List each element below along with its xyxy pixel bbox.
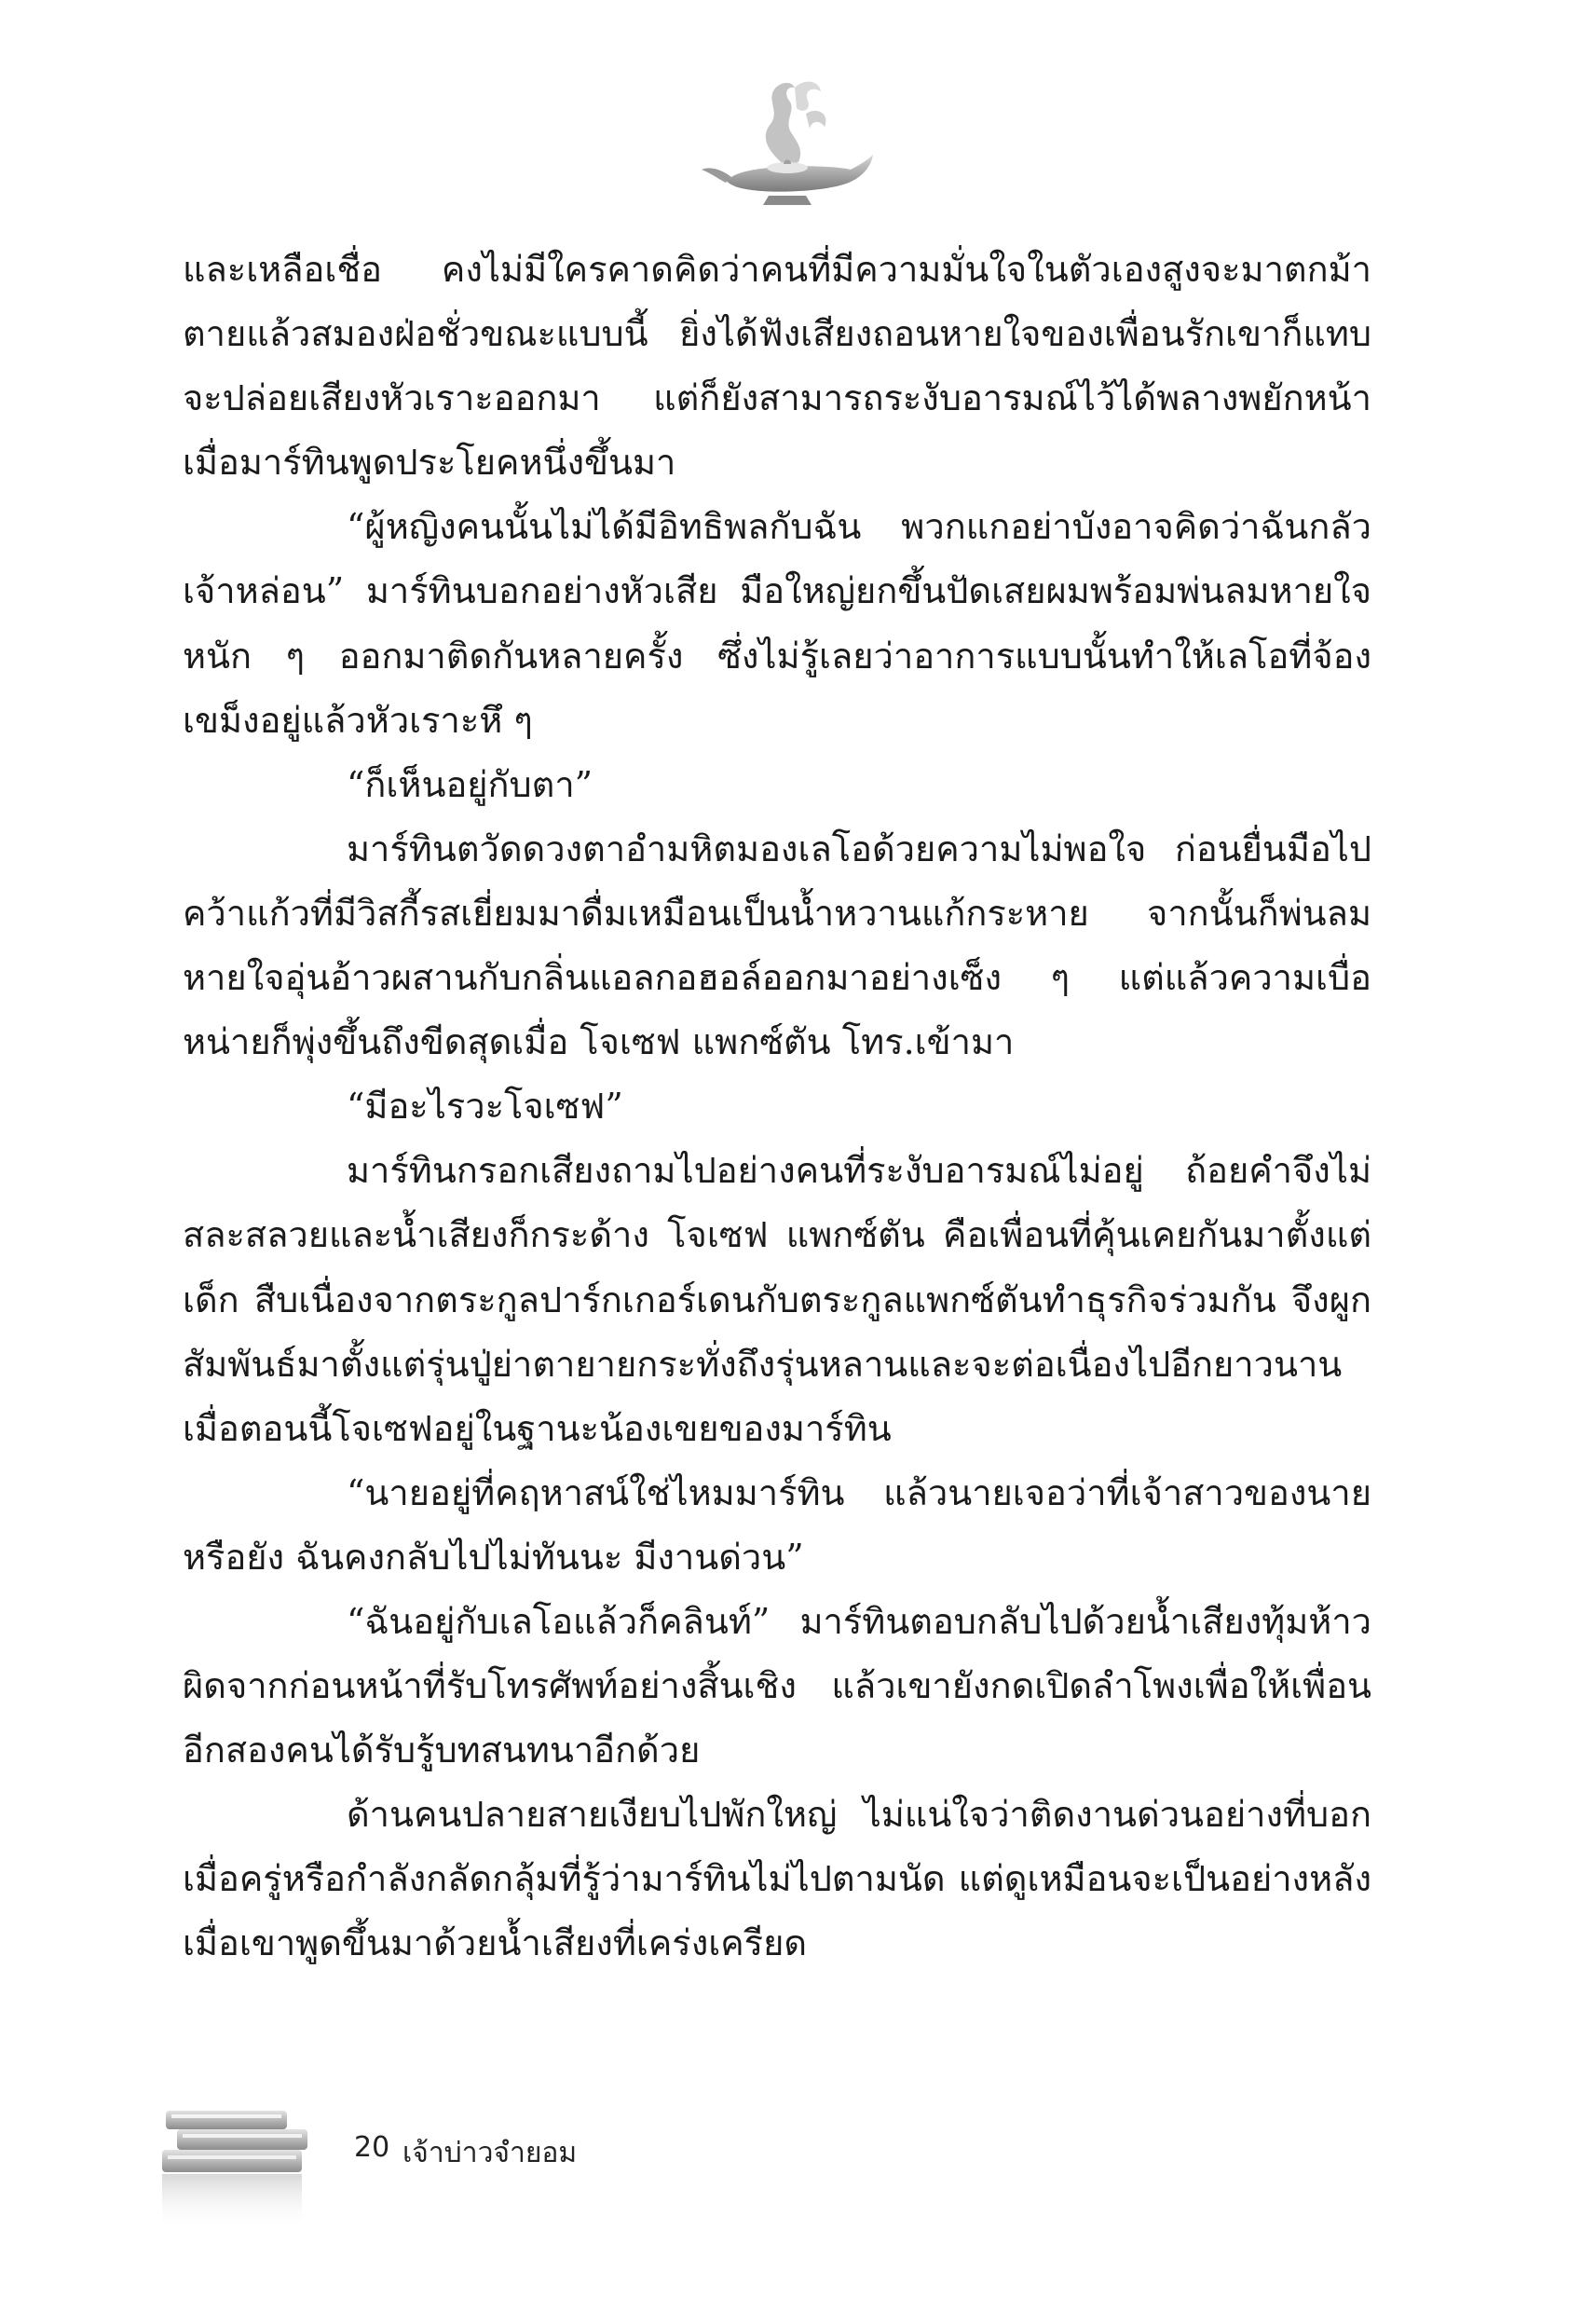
paragraph: “นายอยู่ที่คฤหาสน์ใช่ไหมมาร์ทิน แล้วนายเจอว่าที่เจ้าสาวของนายหรือยัง ฉันคงกลับไปไม่ทันนะ มีงานด่วน”: [183, 1471, 1371, 1578]
paragraph: ด้านคนปลายสายเงียบไปพักใหญ่ ไม่แน่ใจว่าติดงานด่วนอย่างที่บอกเมื่อครู่หรือกำลังกลัดกลุ้มที่รู้ว่ามาร์ทินไม่ไปตามนัด แต่ดูเหมือนจะเป็นอย่างหลังเมื่อเขาพูดขึ้นมาด้วยน้ำเสียงที่เคร่งเครียด: [183, 1794, 1371, 1964]
chapter-body: [183, 238, 1371, 1976]
running-title: เจ้าบ่าวจำยอม: [402, 2137, 578, 2169]
paragraph: “ก็เห็นอยู่กับตา”: [347, 763, 593, 805]
paragraph: “มีอะไรวะโจเซฟ”: [347, 1086, 623, 1128]
page-number: 20: [354, 2131, 390, 2164]
page-footer: [158, 2101, 811, 2241]
paragraph: “ฉันอยู่กับเลโอแล้วก็คลินท์” มาร์ทินตอบกลับไปด้วยน้ำเสียงทุ้มห้าว ผิดจากก่อนหน้าที่รับโทรศัพท์อย่างสิ้นเชิง แล้วเขายังกดเปิดลำโพงเพื่อให้เพื่อนอีกสองคนได้รับรู้บทสนทนาอีกด้วย: [183, 1600, 1371, 1771]
paragraph: “ผู้หญิงคนนั้นไม่ได้มีอิทธิพลกับฉัน พวกแกอย่าบังอาจคิดว่าฉันกลัวเจ้าหล่อน” มาร์ทินบอกอย่างหัวเสีย มือใหญ่ยกขึ้นปัดเสยผมพร้อมพ่นลมหายใจหนัก ๆ ออกมาติดกันหลายครั้ง ซึ่งไม่รู้เลยว่าอาการแบบนั้นทำให้เลโอที่จ้องเขม็งอยู่แล้วหัวเราะหึ ๆ: [183, 506, 1371, 741]
paragraph: มาร์ทินกรอกเสียงถามไปอย่างคนที่ระงับอารมณ์ไม่อยู่ ถ้อยคำจึงไม่สละสลวยและน้ำเสียงก็กระด้าง โจเซฟ แพกซ์ตัน คือเพื่อนที่คุ้นเคยกันมาตั้งแต่เด็ก สืบเนื่องจากตระกูลปาร์กเกอร์เดนกับตระกูลแพกซ์ตันทำธุรกิจร่วมกัน จึงผูกสัมพันธ์มาตั้งแต่รุ่นปู่ย่าตายายกระทั่งถึงรุ่นหลานและจะต่อเนื่องไปอีกยาวนานเมื่อตอนนี้โจเซฟอยู่ในฐานะน้องเขยของมาร์ทิน: [183, 1150, 1371, 1449]
book-stack-icon: [158, 2101, 317, 2241]
magic-lamp-icon: [694, 73, 880, 212]
paragraph: มาร์ทินตวัดดวงตาอำมหิตมองเลโอด้วยความไม่พอใจ ก่อนยื่นมือไปคว้าแก้วที่มีวิสกี้รสเยี่ยมมาดื่มเหมือนเป็นน้ำหวานแก้กระหาย จากนั้นก็พ่นลมหายใจอุ่นอ้าวผสานกับกลิ่นแอลกอฮอล์ออกมาอย่างเซ็ง ๆ แต่แล้วความเบื่อหน่ายก็พุ่งขึ้นถึงขีดสุดเมื่อ โจเซฟ แพกซ์ตัน โทร.เข้ามา: [183, 827, 1371, 1063]
paragraph: และเหลือเชื่อ คงไม่มีใครคาดคิดว่าคนที่มีความมั่นใจในตัวเองสูงจะมาตกม้าตายแล้วสมองฝ่อชั่วขณะแบบนี้ ยิ่งได้ฟังเสียงถอนหายใจของเพื่อนรักเขาก็แทบจะปล่อยเสียงหัวเราะออกมา แต่ก็ยังสามารถระงับอารมณ์ไว้ได้พลางพยักหน้าเมื่อมาร์ทินพูดประโยคหนึ่งขึ้นมา: [183, 249, 1371, 484]
